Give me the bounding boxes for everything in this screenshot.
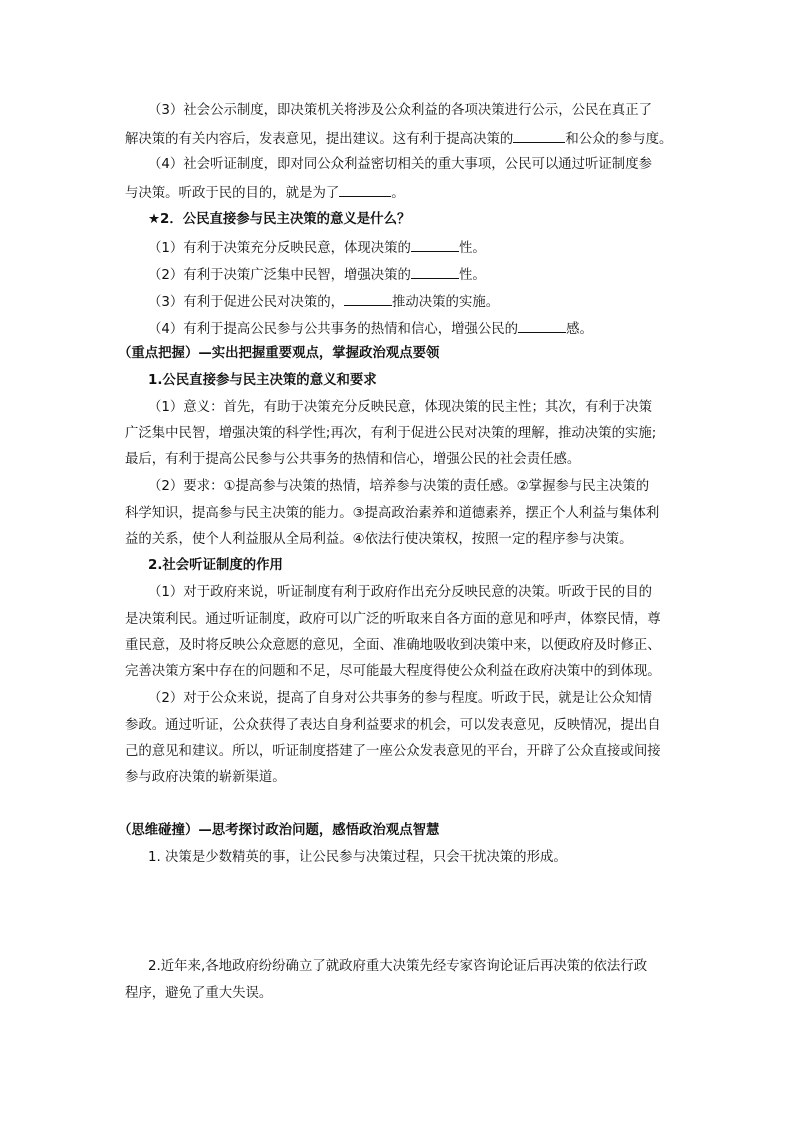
question-2-item-1 bbox=[148, 237, 486, 259]
paragraph-3-text-a: 解决策的有关内容后，发表意见，提出建议。这有利于提高决策的 bbox=[125, 132, 514, 147]
question-2-item-4 bbox=[148, 318, 593, 340]
item-4-text-b: 感。 bbox=[566, 322, 593, 337]
question-2-heading: ★2．公民直接参与民主决策的意义是什么？ bbox=[148, 212, 411, 227]
question-2-item-2 bbox=[148, 264, 486, 286]
paragraph-3-line-2 bbox=[125, 128, 672, 150]
paragraph-4-text-b: 。 bbox=[391, 186, 405, 201]
paragraph-4-line-1: （4）社会听证制度，即对同公众利益密切相关的重大事项，公民可以通过听证制度参 bbox=[148, 157, 652, 172]
thinking-question-2-line-2: 程序，避免了重大失误。 bbox=[125, 986, 273, 1001]
fill-in-blank[interactable] bbox=[513, 128, 565, 143]
keypoints-1-p1-line-3: 最后，有利于提高公民参与公共事务的热情和信心，增强公民的社会责任感。 bbox=[125, 452, 581, 467]
keypoints-2-p2-line-2: 参政。通过听证，公众获得了表达自身利益要求的机会，可以发表意见，反映情况，提出自 bbox=[125, 718, 661, 733]
thinking-heading: （思维碰撞）—思考探讨政治问题，感悟政治观点智慧 bbox=[118, 823, 440, 838]
keypoints-1-p2-line-2: 科学知识，提高参与民主决策的能力。③提高政治素养和道德素养，摆正个人利益与集体利 bbox=[125, 506, 660, 521]
keypoints-2-p1-line-2: 是决策利民。通过听证制度，政府可以广泛的听取来自各方面的意见和呼声，体察民情，尊 bbox=[125, 612, 661, 627]
paragraph-3-line-1: （3）社会公示制度，即决策机关将涉及公众利益的各项决策进行公示，公民在真正了 bbox=[148, 103, 652, 118]
fill-in-blank[interactable] bbox=[344, 291, 392, 306]
item-2-text-b: 性。 bbox=[458, 268, 486, 283]
thinking-question-2-line-1: 2.近年来,各地政府纷纷确立了就政府重大决策先经专家咨询论证后再决策的依法行政 bbox=[148, 959, 648, 974]
item-2-text-a: （2）有利于决策广泛集中民智，增强决策的 bbox=[148, 268, 411, 283]
item-3-text-a: （3）有利于促进公民对决策的， bbox=[148, 295, 344, 310]
item-1-text-b: 性。 bbox=[458, 241, 486, 256]
keypoints-1-p2-line-1: （2）要求：①提高参与决策的热情，培养参与决策的责任感。②掌握参与民主决策的 bbox=[148, 479, 650, 494]
keypoints-1-p2-line-3: 益的关系，使个人利益服从全局利益。④依法行使决策权，按照一定的程序参与决策。 bbox=[125, 532, 633, 547]
fill-in-blank[interactable] bbox=[339, 182, 391, 197]
keypoints-2-p1-line-3: 重民意，及时将反映公众意愿的意见，全面、准确地吸收到决策中来，以便政府及时修正、 bbox=[125, 638, 661, 653]
fill-in-blank[interactable] bbox=[518, 318, 566, 333]
keypoints-subheading-2: 2.社会听证制度的作用 bbox=[148, 558, 283, 573]
keypoints-subheading-1: 1.公民直接参与民主决策的意义和要求 bbox=[148, 373, 377, 388]
keypoints-2-p2-line-4: 参与政府决策的崭新渠道。 bbox=[125, 770, 286, 785]
question-2-item-3 bbox=[148, 291, 499, 313]
keypoints-1-p1-line-2: 广泛集中民智，增强决策的科学性;再次，有利于促进公民对决策的理解，推动决策的实施; bbox=[125, 426, 657, 441]
paragraph-4-text-a: 与决策。听政于民的目的，就是为了 bbox=[125, 186, 340, 201]
keypoints-1-p1-line-1: （1）意义：首先，有助于决策充分反映民意，体现决策的民主性；其次，有利于决策 bbox=[148, 400, 652, 415]
item-4-text-a: （4）有利于提高公民参与公共事务的热情和信心，增强公民的 bbox=[148, 322, 519, 337]
keypoints-2-p2-line-1: （2）对于公众来说，提高了自身对公共事务的参与程度。听政于民，就是让公众知情 bbox=[148, 691, 652, 706]
item-1-text-a: （1）有利于决策充分反映民意，体现决策的 bbox=[148, 241, 411, 256]
keypoints-2-p1-line-1: （1）对于政府来说，听证制度有利于政府作出充分反映民意的决策。听政于民的目的 bbox=[148, 585, 652, 600]
paragraph-4-line-2 bbox=[125, 182, 405, 204]
keypoints-heading: （重点把握）—实出把握重要观点，掌握政治观点要领 bbox=[118, 346, 440, 361]
fill-in-blank[interactable] bbox=[411, 264, 459, 279]
fill-in-blank[interactable] bbox=[411, 237, 459, 252]
item-3-text-b: 推动决策的实施。 bbox=[392, 295, 500, 310]
keypoints-2-p1-line-4: 完善决策方案中存在的问题和不足，尽可能最大程度得使公众利益在政府决策中的到体现。 bbox=[125, 664, 661, 679]
keypoints-2-p2-line-3: 己的意见和建议。所以，听证制度搭建了一座公众发表意见的平台，开辟了公众直接或间接 bbox=[125, 744, 661, 759]
thinking-question-1: 1. 决策是少数精英的事，让公民参与决策过程，只会干扰决策的形成。 bbox=[148, 850, 567, 865]
paragraph-3-text-b: 和公众的参与度。 bbox=[565, 132, 673, 147]
